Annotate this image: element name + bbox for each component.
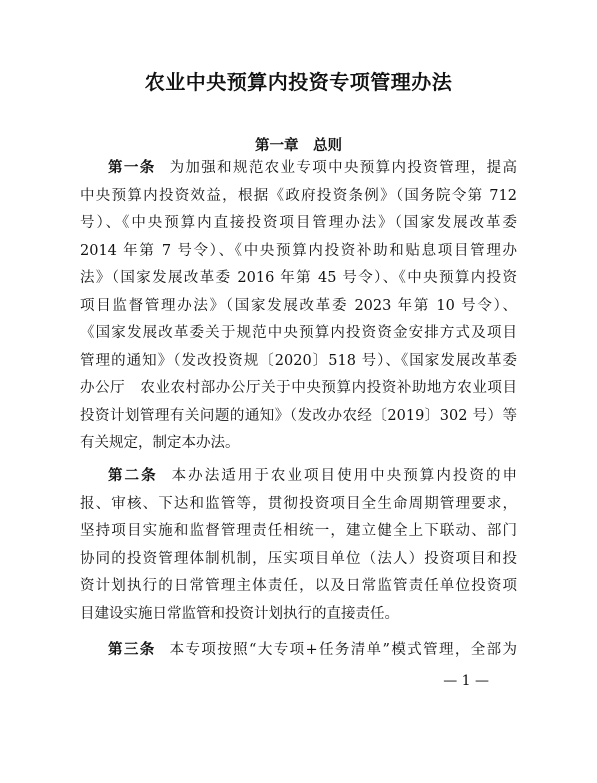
article-1-line: 第一条 为加强和规范农业专项中央预算内投资管理，提高	[108, 160, 517, 176]
page-number: — 1 —	[443, 673, 489, 689]
article-label: 第三条	[108, 642, 156, 658]
article-1-line: 法》（国家发展改革委 2016 年第 45 号令）、《中央预算内投资	[80, 270, 517, 286]
article-1-line: 2014 年第 7 号令）、《中央预算内投资补助和贴息项目管理办	[80, 243, 517, 259]
article-2-line: 报、审核、下达和监管等，贯彻投资项目全生命周期管理要求，	[80, 496, 517, 512]
article-1-line: 投资计划管理有关问题的通知》（发改办农经〔2019〕302 号）等	[80, 408, 517, 424]
article-3-line: 第三条 本专项按照“大专项+任务清单”模式管理，全部为	[108, 642, 517, 658]
article-1-line: 号）、《中央预算内直接投资项目管理办法》（国家发展改革委	[80, 215, 517, 231]
chapter-heading: 第一章 总则	[255, 138, 342, 154]
document-title: 农业中央预算内投资专项管理办法	[144, 70, 453, 94]
article-1-line: 有关规定，制定本办法。	[80, 435, 240, 451]
article-1-line: 办公厅 农业农村部办公厅关于中央预算内投资补助地方农业项目	[80, 380, 517, 396]
article-2-line: 协同的投资管理体制机制，压实项目单位（法人）投资项目和投	[80, 551, 517, 567]
article-label: 第二条	[108, 468, 158, 484]
article-label: 第一条	[108, 160, 156, 176]
article-1-line: 管理的通知》（发改投资规〔2020〕518 号）、《国家发展改革委	[80, 353, 517, 369]
article-2-line: 目建设实施日常监管和投资计划执行的直接责任。	[80, 606, 399, 622]
article-1-line: 中央预算内投资效益，根据《政府投资条例》（国务院令第 712	[80, 188, 517, 204]
article-2-line: 坚持项目实施和监督管理责任相统一，建立健全上下联动、部门	[80, 523, 517, 539]
article-2-line: 资计划执行的日常管理主体责任，以及日常监管责任单位投资项	[80, 578, 517, 594]
article-1-line: 项目监督管理办法》（国家发展改革委 2023 年第 10 号令）、	[80, 298, 517, 314]
article-2-line: 第二条 本办法适用于农业项目使用中央预算内投资的申	[108, 468, 517, 484]
article-1-line: 《国家发展改革委关于规范中央预算内投资资金安排方式及项目	[80, 325, 517, 341]
